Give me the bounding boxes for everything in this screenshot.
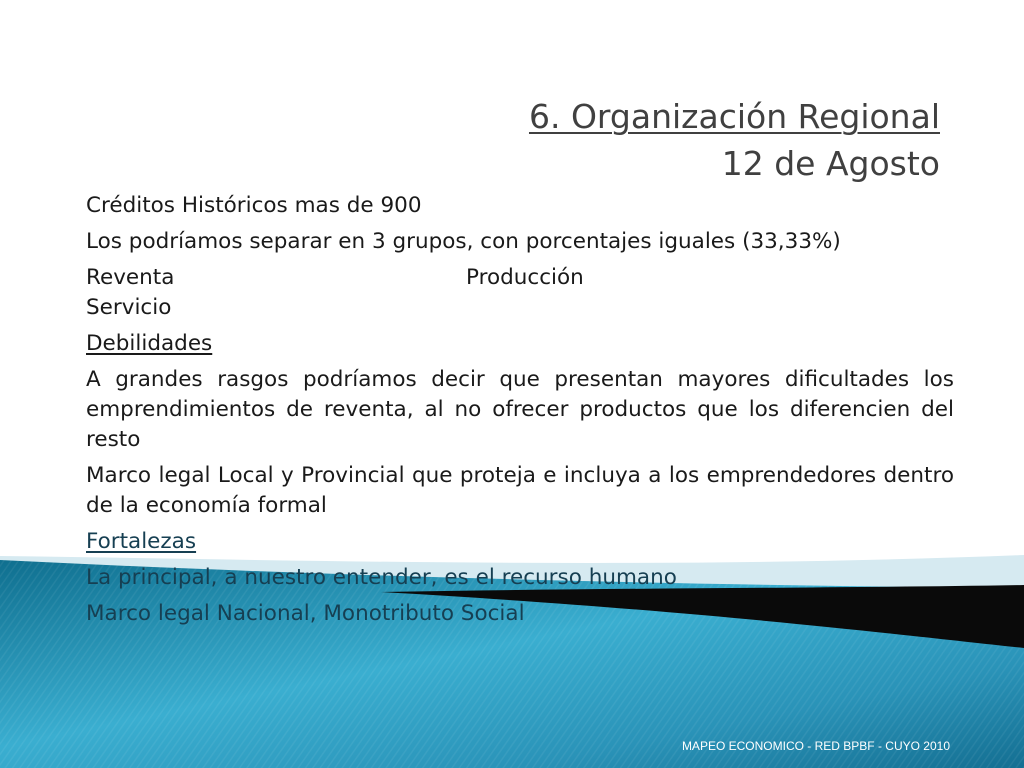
grupo-servicio: Servicio — [86, 295, 172, 320]
grupo-reventa: Reventa — [86, 265, 175, 290]
fortalezas-paragraph-1: La principal, a nuestro entender, es el recurso humano — [86, 565, 677, 590]
slide-title — [529, 93, 940, 187]
fortalezas-heading: Fortalezas — [86, 529, 197, 554]
debilidades-paragraph-1: A grandes rasgos podríamos decir que presentan mayores dificultades los emprendimientos de reventa, al no ofrecer productos que los diferencien del resto — [86, 367, 954, 452]
slide-body — [86, 191, 954, 635]
grupo-produccion: Producción — [466, 265, 584, 290]
creditos-paragraph — [86, 191, 954, 221]
debilidades-heading: Debilidades — [86, 331, 213, 356]
footer-text: MAPEO ECONOMICO - RED BPBF - CUYO 2010 — [681, 739, 950, 753]
debilidades-paragraph-2: Marco legal Local y Provincial que proteja e incluya a los emprendedores dentro de la economía formal — [86, 463, 954, 518]
fortalezas-paragraph-2: Marco legal Nacional, Monotributo Social — [86, 601, 525, 626]
creditos-value: mas de 900 — [287, 193, 422, 218]
creditos-label: Créditos Históricos — [86, 193, 288, 218]
grupos-list — [86, 263, 954, 323]
grupos-paragraph: Los podríamos separar en 3 grupos, con porcentajes iguales (33,33%) — [86, 229, 841, 254]
title-line-1: 6. Organización Regional — [528, 97, 940, 136]
title-line-2: 12 de Agosto — [721, 144, 940, 183]
